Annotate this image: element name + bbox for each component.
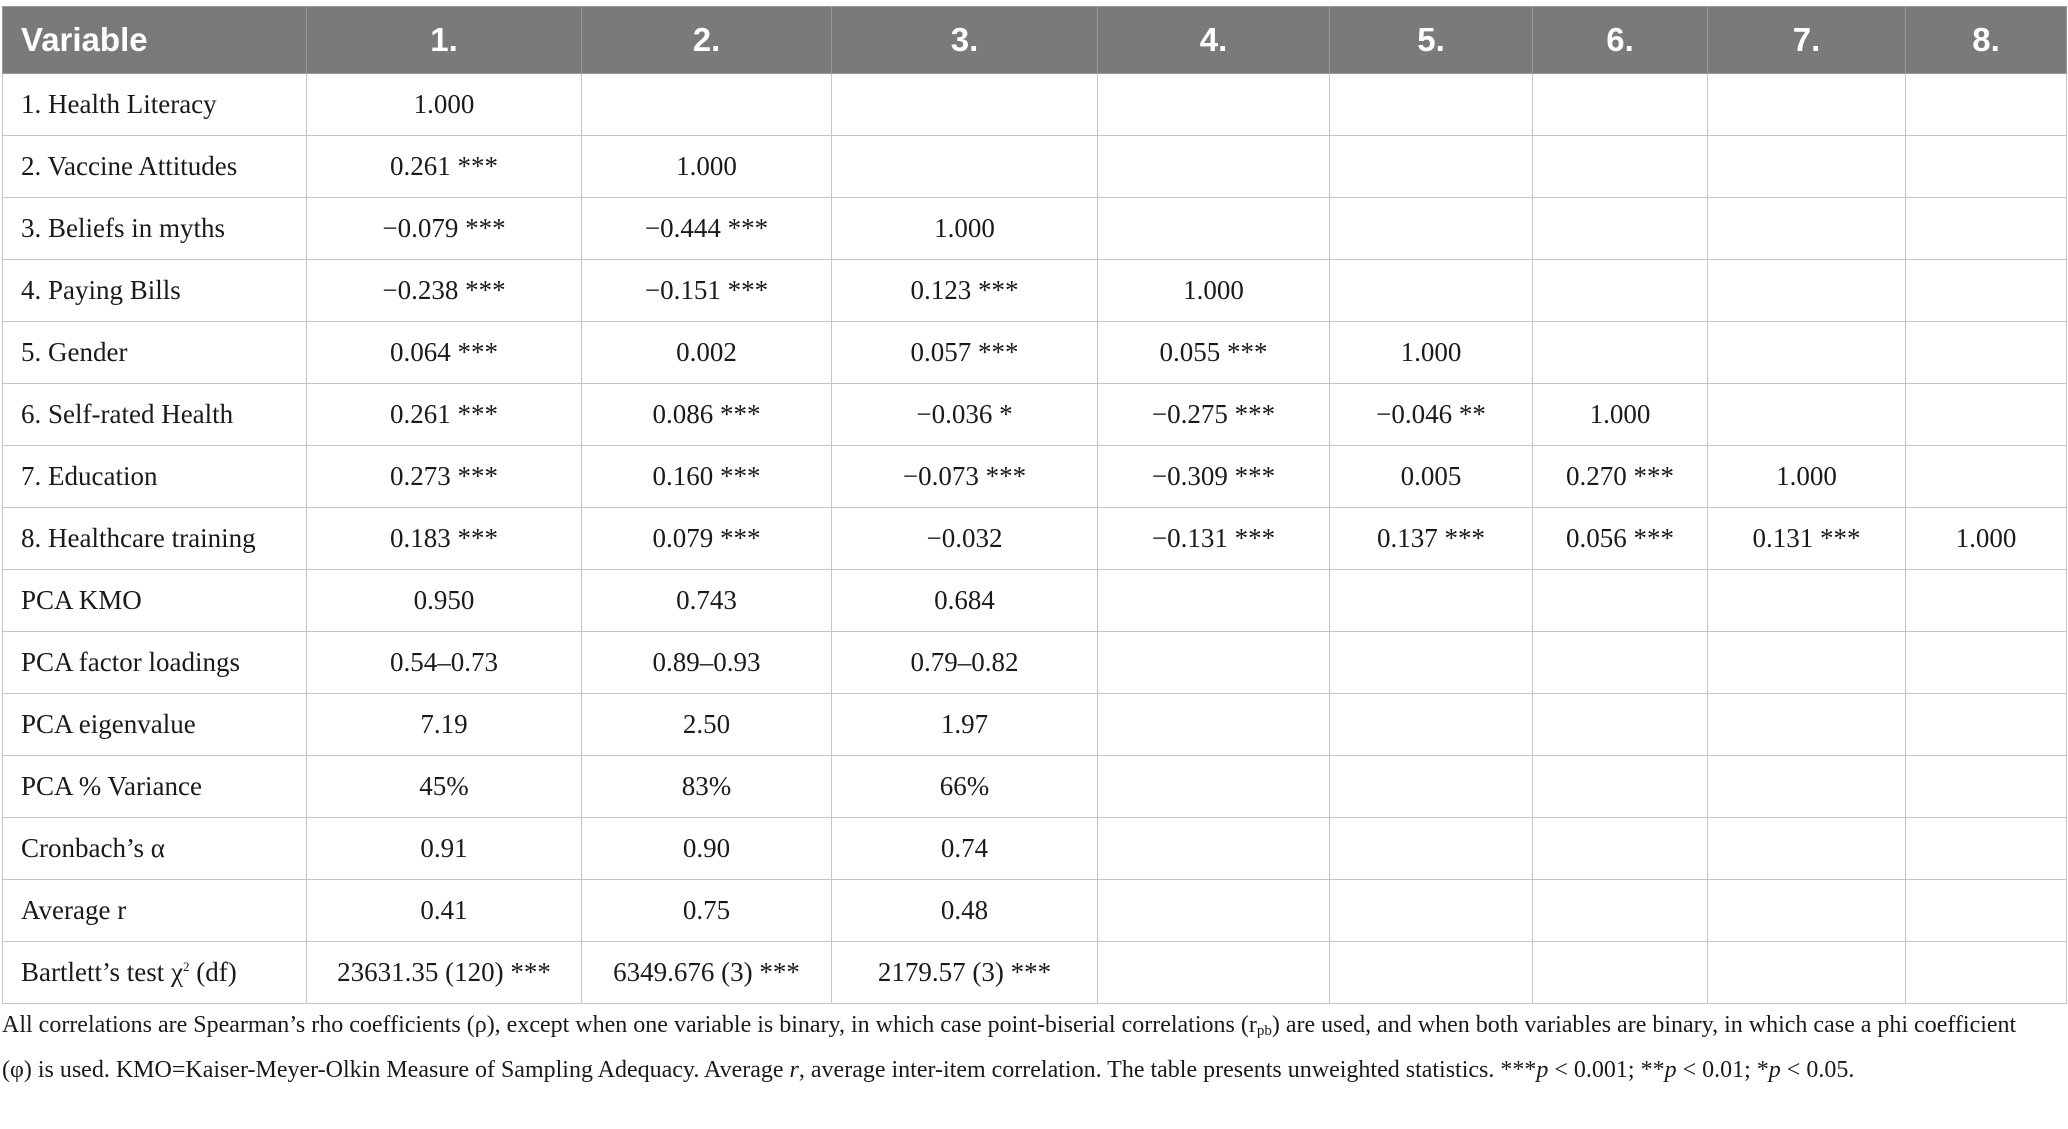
table-cell	[1330, 880, 1533, 942]
table-cell	[1098, 136, 1330, 198]
footnote-italic: p	[1768, 1057, 1781, 1083]
table-cell	[1708, 818, 1906, 880]
table-cell	[1330, 942, 1533, 1004]
table-cell	[1708, 136, 1906, 198]
table-cell	[1098, 818, 1330, 880]
table-cell: 2.50	[582, 694, 832, 756]
table-cell: 1.000	[1330, 322, 1533, 384]
table-cell: 0.137 ***	[1330, 508, 1533, 570]
table-cell: 83%	[582, 756, 832, 818]
table-cell: 0.273 ***	[307, 446, 582, 508]
table-cell	[1906, 570, 2067, 632]
table-cell: 1.97	[832, 694, 1098, 756]
column-header-1: 1.	[307, 7, 582, 74]
footnote-italic: r	[789, 1057, 799, 1083]
table-row	[3, 384, 2067, 446]
table-row	[3, 508, 2067, 570]
table-cell	[1098, 942, 1330, 1004]
row-label: PCA eigenvalue	[3, 694, 307, 756]
table-cell	[1906, 880, 2067, 942]
row-label: 3. Beliefs in myths	[3, 198, 307, 260]
table-cell: 2179.57 (3) ***	[832, 942, 1098, 1004]
table-cell	[1533, 74, 1708, 136]
column-header-5: 5.	[1330, 7, 1533, 74]
table-cell: −0.046 **	[1330, 384, 1533, 446]
table-cell	[1708, 880, 1906, 942]
table-cell	[1330, 694, 1533, 756]
table-row	[3, 446, 2067, 508]
table-cell	[1330, 198, 1533, 260]
table-cell	[1330, 632, 1533, 694]
footnote-text: All correlations are Spearman’s rho coefficients (ρ), except when one variable is binary, in which case point-biserial correlations (r	[2, 1012, 1257, 1038]
row-label: 5. Gender	[3, 322, 307, 384]
table-cell: 0.270 ***	[1533, 446, 1708, 508]
table-cell	[1708, 384, 1906, 446]
column-header-3: 3.	[832, 7, 1098, 74]
table-cell	[1708, 694, 1906, 756]
table-cell: 0.41	[307, 880, 582, 942]
table-cell	[1330, 756, 1533, 818]
table-cell	[1906, 756, 2067, 818]
table-cell	[1906, 384, 2067, 446]
table-cell	[1906, 74, 2067, 136]
table-row	[3, 74, 2067, 136]
table-cell	[1906, 260, 2067, 322]
table-cell: 0.005	[1330, 446, 1533, 508]
superscript-2: 2	[182, 959, 190, 974]
table-cell	[1708, 942, 1906, 1004]
table-cell: 0.79–0.82	[832, 632, 1098, 694]
table-cell: −0.309 ***	[1098, 446, 1330, 508]
table-cell: −0.444 ***	[582, 198, 832, 260]
correlation-table-container	[2, 6, 2066, 1004]
table-cell: 1.000	[307, 74, 582, 136]
footnote-text: < 0.05.	[1780, 1057, 1855, 1083]
table-cell	[1906, 942, 2067, 1004]
table-cell: 1.000	[1533, 384, 1708, 446]
table-cell	[1098, 694, 1330, 756]
table-cell: 1.000	[832, 198, 1098, 260]
table-row	[3, 632, 2067, 694]
row-label: Cronbach’s α	[3, 818, 307, 880]
row-label: 6. Self-rated Health	[3, 384, 307, 446]
table-cell	[1906, 694, 2067, 756]
table-row	[3, 880, 2067, 942]
table-cell: 23631.35 (120) ***	[307, 942, 582, 1004]
table-cell	[1533, 322, 1708, 384]
table-cell: 66%	[832, 756, 1098, 818]
header-row	[3, 7, 2067, 74]
row-label: 2. Vaccine Attitudes	[3, 136, 307, 198]
table-cell: 0.055 ***	[1098, 322, 1330, 384]
table-cell	[1708, 570, 1906, 632]
table-cell	[1708, 198, 1906, 260]
table-cell: 0.91	[307, 818, 582, 880]
table-cell	[1906, 446, 2067, 508]
table-cell: 0.950	[307, 570, 582, 632]
row-label: 7. Education	[3, 446, 307, 508]
table-row	[3, 942, 2067, 1004]
column-header-6: 6.	[1533, 7, 1708, 74]
footnote-text: ) are used, and when both variables are binary, in which case a phi coefficient (φ) is used. KMO=Kaiser-Meyer-Olkin Measure of Sampling Adequacy. Average	[2, 1012, 2017, 1083]
correlation-table	[2, 6, 2067, 1004]
table-cell: 45%	[307, 756, 582, 818]
table-cell: 0.89–0.93	[582, 632, 832, 694]
table-cell	[832, 74, 1098, 136]
table-cell	[1533, 260, 1708, 322]
table-cell: 7.19	[307, 694, 582, 756]
table-cell: 0.064 ***	[307, 322, 582, 384]
table-cell: −0.151 ***	[582, 260, 832, 322]
table-cell: 0.261 ***	[307, 136, 582, 198]
table-cell	[1533, 694, 1708, 756]
row-label: PCA KMO	[3, 570, 307, 632]
table-cell	[582, 74, 832, 136]
table-cell	[1330, 136, 1533, 198]
table-cell	[1533, 756, 1708, 818]
table-cell: 0.74	[832, 818, 1098, 880]
table-header	[3, 7, 2067, 74]
table-cell	[1098, 632, 1330, 694]
table-cell	[1098, 756, 1330, 818]
table-cell: 0.183 ***	[307, 508, 582, 570]
table-cell: 0.90	[582, 818, 832, 880]
column-header-2: 2.	[582, 7, 832, 74]
column-header-variable: Variable	[3, 7, 307, 74]
footnote-italic: p	[1664, 1057, 1677, 1083]
table-cell	[1533, 198, 1708, 260]
table-row	[3, 322, 2067, 384]
footnote-text: , average inter-item correlation. The table presents unweighted statistics. ***	[798, 1057, 1537, 1083]
table-cell: 1.000	[1906, 508, 2067, 570]
table-cell	[1708, 74, 1906, 136]
table-cell: −0.131 ***	[1098, 508, 1330, 570]
table-cell: 1.000	[582, 136, 832, 198]
table-cell: 0.123 ***	[832, 260, 1098, 322]
table-cell	[832, 136, 1098, 198]
table-cell: −0.238 ***	[307, 260, 582, 322]
table-cell	[1330, 818, 1533, 880]
footnote-text: < 0.001; **	[1548, 1057, 1665, 1083]
table-cell: −0.079 ***	[307, 198, 582, 260]
column-header-4: 4.	[1098, 7, 1330, 74]
table-cell: 0.131 ***	[1708, 508, 1906, 570]
table-row	[3, 136, 2067, 198]
table-row	[3, 260, 2067, 322]
table-cell	[1098, 570, 1330, 632]
table-cell: 0.743	[582, 570, 832, 632]
table-cell: −0.032	[832, 508, 1098, 570]
table-cell: 0.48	[832, 880, 1098, 942]
table-body	[3, 74, 2067, 1004]
table-cell: 0.086 ***	[582, 384, 832, 446]
table-cell: 1.000	[1098, 260, 1330, 322]
table-cell	[1906, 632, 2067, 694]
table-cell	[1708, 632, 1906, 694]
table-row	[3, 694, 2067, 756]
table-cell: 0.54–0.73	[307, 632, 582, 694]
table-cell: 0.75	[582, 880, 832, 942]
table-cell	[1533, 632, 1708, 694]
table-cell	[1098, 198, 1330, 260]
table-cell	[1708, 322, 1906, 384]
table-cell	[1533, 136, 1708, 198]
table-cell: 0.079 ***	[582, 508, 832, 570]
footnote-italic: p	[1536, 1057, 1549, 1083]
table-cell: 6349.676 (3) ***	[582, 942, 832, 1004]
table-cell	[1708, 260, 1906, 322]
table-cell	[1330, 74, 1533, 136]
table-cell	[1906, 322, 2067, 384]
table-cell: −0.073 ***	[832, 446, 1098, 508]
table-cell: 0.056 ***	[1533, 508, 1708, 570]
table-cell: 0.684	[832, 570, 1098, 632]
row-label: Average r	[3, 880, 307, 942]
table-cell: −0.036 *	[832, 384, 1098, 446]
table-row	[3, 570, 2067, 632]
table-cell	[1906, 198, 2067, 260]
table-cell	[1098, 880, 1330, 942]
table-cell: 0.057 ***	[832, 322, 1098, 384]
row-label: PCA factor loadings	[3, 632, 307, 694]
row-label: PCA % Variance	[3, 756, 307, 818]
table-cell: 0.261 ***	[307, 384, 582, 446]
row-label: 8. Healthcare training	[3, 508, 307, 570]
footnote-text: < 0.01; *	[1676, 1057, 1769, 1083]
row-label: 4. Paying Bills	[3, 260, 307, 322]
row-label: 1. Health Literacy	[3, 74, 307, 136]
table-cell: 0.160 ***	[582, 446, 832, 508]
table-cell	[1533, 942, 1708, 1004]
table-cell	[1330, 260, 1533, 322]
table-row	[3, 756, 2067, 818]
footnote-subscript: pb	[1256, 1023, 1272, 1039]
table-cell	[1533, 818, 1708, 880]
column-header-7: 7.	[1708, 7, 1906, 74]
table-row	[3, 198, 2067, 260]
table-footnote	[2, 1006, 2042, 1090]
table-cell: 1.000	[1708, 446, 1906, 508]
table-cell	[1533, 880, 1708, 942]
table-cell	[1533, 570, 1708, 632]
row-label: Bartlett’s test $\chi^2$ (df)	[3, 942, 307, 1004]
table-cell: −0.275 ***	[1098, 384, 1330, 446]
table-cell: 0.002	[582, 322, 832, 384]
column-header-8: 8.	[1906, 7, 2067, 74]
table-cell	[1330, 570, 1533, 632]
table-cell	[1708, 756, 1906, 818]
table-cell	[1098, 74, 1330, 136]
table-cell	[1906, 136, 2067, 198]
table-row	[3, 818, 2067, 880]
table-cell	[1906, 818, 2067, 880]
